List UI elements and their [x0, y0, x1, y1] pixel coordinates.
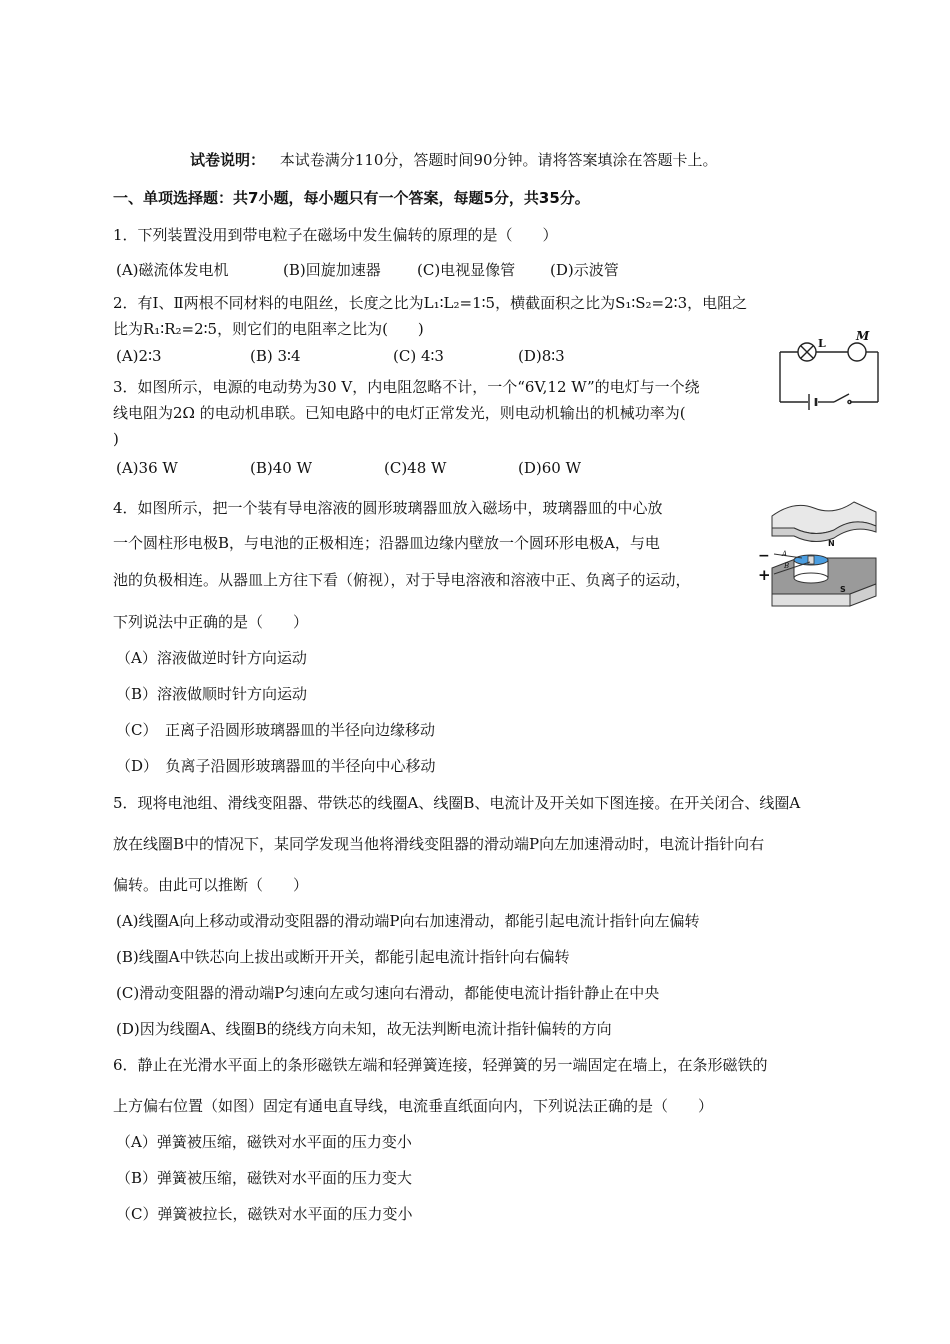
- q3-option-b: (B)40 W: [250, 459, 312, 477]
- q3-option-c: (C)48 W: [384, 459, 447, 477]
- q5-option-b: (B)线圈A中铁芯向上拔出或断开开关，都能引起电流计指针向右偏转: [116, 948, 570, 966]
- q5-option-a: (A)线圈A向上移动或滑动变阻器的滑动端P向右加速滑动，都能引起电流计指针向左偏转: [116, 912, 700, 930]
- motor-icon: [848, 343, 866, 361]
- q3-option-a: (A)36 W: [116, 459, 178, 477]
- question-3-stem-line-2: 线电阻为2Ω 的电动机串联。已知电路中的电灯正常发光，则电动机输出的机械功率为(: [113, 404, 686, 422]
- q6-option-b: （B）弹簧被压缩，磁铁对水平面的压力变大: [116, 1169, 413, 1187]
- q6-option-c: （C）弹簧被拉长，磁铁对水平面的压力变小: [116, 1205, 413, 1223]
- q5-option-d: (D)因为线圈A、线圈B的绕线方向未知，故无法判断电流计指针偏转的方向: [116, 1020, 612, 1038]
- q4-option-c: （C） 正离子沿圆形玻璃器皿的半径向边缘移动: [116, 721, 435, 739]
- q5-option-c: (C)滑动变阻器的滑动端P匀速向左或匀速向右滑动，都能使电流计指针静止在中央: [116, 984, 660, 1002]
- question-5-stem-line-2: 放在线圈B中的情况下，某同学发现当他将滑线变阻器的滑动端P向左加速滑动时，电流计指针向右: [113, 835, 765, 853]
- question-3-stem-line-1: 3．如图所示，电源的电动势为30 V，内电阻忽略不计，一个“6V,12 W”的电灯与一个绕: [113, 378, 700, 396]
- instructions-label: 试卷说明：: [190, 151, 266, 169]
- motor-label: M: [856, 329, 870, 343]
- question-4-stem-line-2: 一个圆柱形电极B，与电池的正极相连；沿器皿边缘内壁放一个圆环形电极A，与电: [113, 534, 660, 552]
- instructions-text: 本试卷满分110分，答题时间90分钟。请将答案填涂在答题卡上。: [279, 151, 718, 169]
- q4-option-b: （B）溶液做顺时针方向运动: [116, 685, 308, 703]
- exam-instructions: [190, 150, 718, 170]
- q2-option-b: (B) 3∶4: [250, 347, 301, 365]
- question-6-stem-line-2: 上方偏右位置（如图）固定有通电直导线，电流垂直纸面向内，下列说法正确的是（ ）: [113, 1097, 714, 1115]
- north-pole-label: N: [828, 539, 835, 548]
- q2-option-a: (A)2∶3: [116, 347, 162, 365]
- south-pole-label: S: [840, 585, 846, 594]
- question-3-stem-line-3: ): [113, 430, 119, 448]
- q4-magnet-dish-diagram: [754, 494, 884, 610]
- question-4-stem-line-3: 池的负极相连。从器皿上方往下看（俯视），对于导电溶液和溶液中正、负离子的运动，: [113, 571, 691, 589]
- question-2-stem-line-2: 比为R₁∶R₂=2∶5，则它们的电阻率之比为( ): [113, 320, 424, 338]
- minus-sign: −: [758, 548, 770, 564]
- question-6-stem-line-1: 6．静止在光滑水平面上的条形磁铁左端和轻弹簧连接，轻弹簧的另一端固定在墙上，在条形磁铁的: [113, 1056, 768, 1074]
- q1-option-a: (A)磁流体发电机: [116, 261, 229, 279]
- question-4-stem-line-1: 4．如图所示，把一个装有导电溶液的圆形玻璃器皿放入磁场中，玻璃器皿的中心放: [113, 499, 663, 517]
- q2-option-d: (D)8∶3: [518, 347, 565, 365]
- q2-option-c: (C) 4∶3: [393, 347, 444, 365]
- lamp-label: L: [818, 337, 826, 350]
- question-2-stem-line-1: 2．有Ⅰ、Ⅱ两根不同材料的电阻丝，长度之比为L₁∶L₂=1∶5，横截面积之比为S₁∶S₂=2∶3，电阻之: [113, 294, 748, 312]
- q1-option-c: (C)电视显像管: [417, 261, 516, 279]
- question-5-stem-line-1: 5．现将电池组、滑线变阻器、带铁芯的线圈A、线圈B、电流计及开关如下图连接。在开关闭合、线圈A: [113, 794, 801, 812]
- q6-option-a: （A）弹簧被压缩，磁铁对水平面的压力变小: [116, 1133, 412, 1151]
- electrode-a-label: A: [782, 550, 788, 558]
- question-5-stem-line-3: 偏转。由此可以推断（ ）: [113, 876, 309, 894]
- question-4-stem-line-4: 下列说法中正确的是（ ）: [113, 613, 309, 631]
- section-title: 一、单项选择题：共7小题，每小题只有一个答案，每题5分，共35分。: [113, 189, 590, 207]
- q1-option-b: (B)回旋加速器: [283, 261, 381, 279]
- q3-circuit-diagram: [772, 328, 884, 414]
- electrode-b-label: B: [784, 562, 790, 570]
- question-1-stem: 1．下列装置没用到带电粒子在磁场中发生偏转的原理的是（ ）: [113, 226, 558, 244]
- q4-option-a: （A）溶液做逆时针方向运动: [116, 649, 307, 667]
- plus-sign: +: [758, 566, 771, 584]
- q3-option-d: (D)60 W: [518, 459, 582, 477]
- q1-option-d: (D)示波管: [550, 261, 619, 279]
- q4-option-d: （D） 负离子沿圆形玻璃器皿的半径向中心移动: [116, 757, 436, 775]
